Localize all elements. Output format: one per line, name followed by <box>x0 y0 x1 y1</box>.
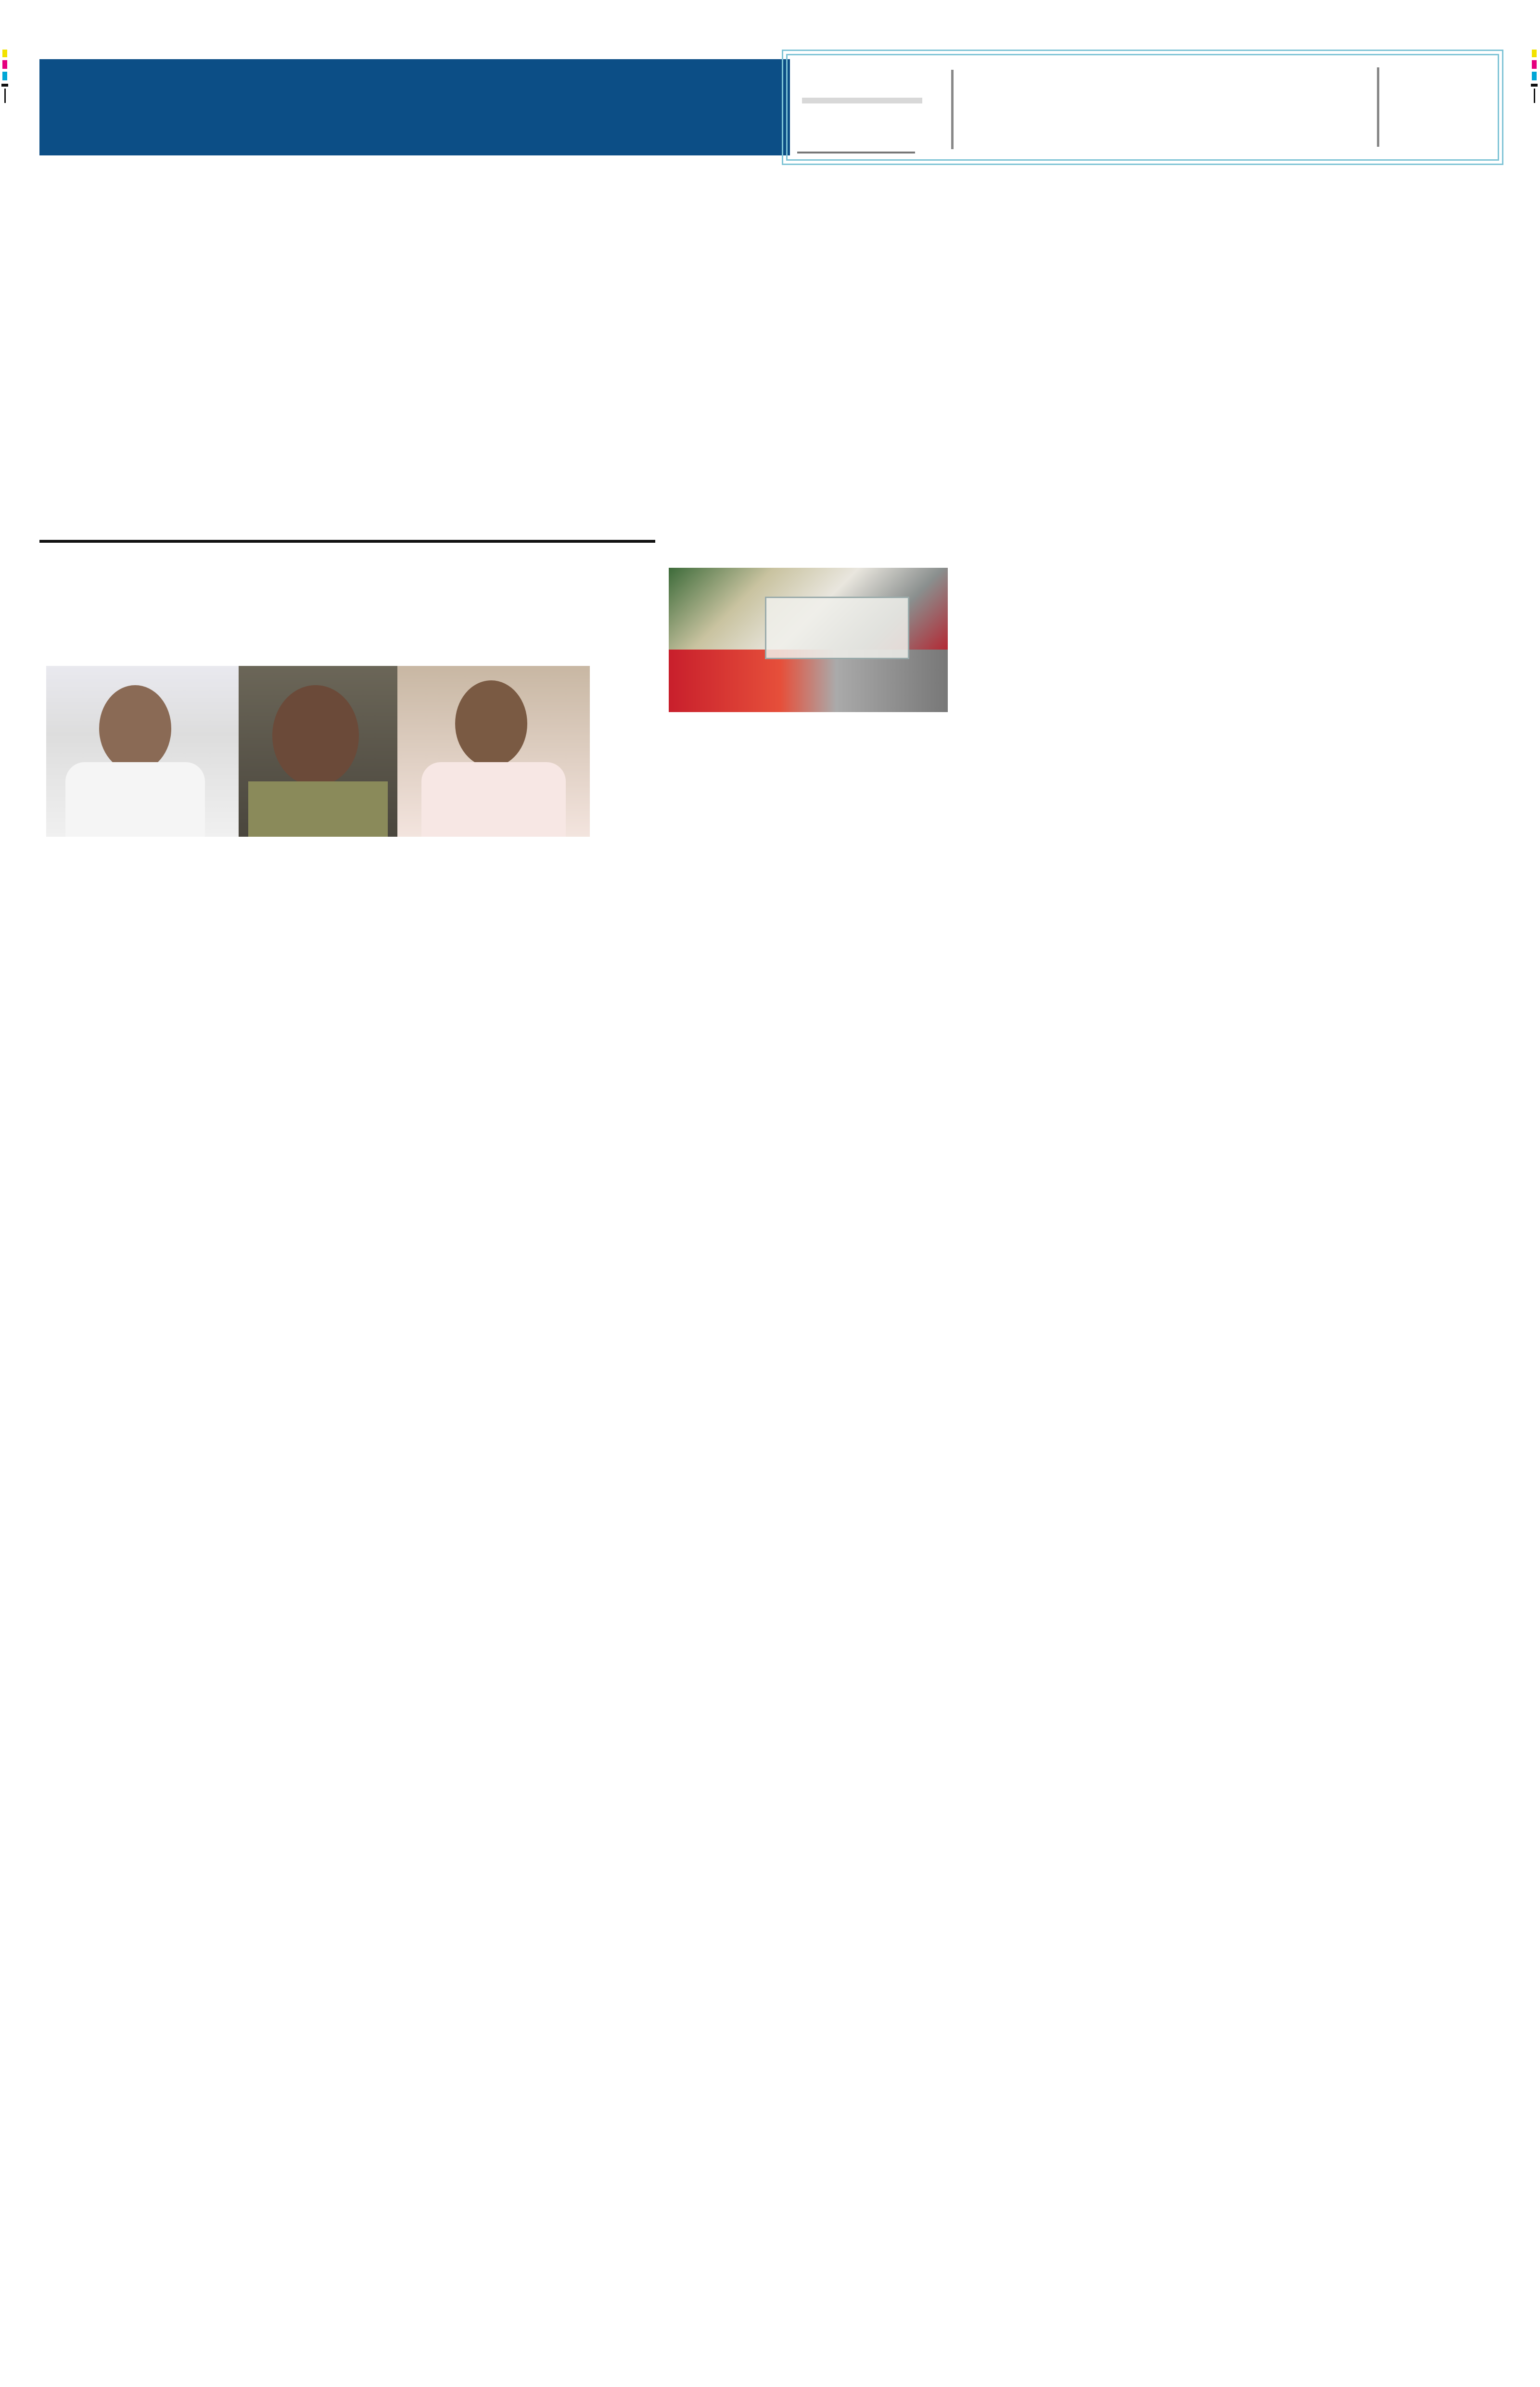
registration-mark-left <box>2 48 8 103</box>
masthead-divider <box>951 70 954 149</box>
photo-leader-left <box>46 666 239 837</box>
funeral-photo <box>669 568 948 712</box>
photo-leader-right <box>397 666 590 837</box>
photo-andesri <box>239 666 397 837</box>
date-underline <box>797 152 915 153</box>
glass-casket <box>765 597 909 659</box>
section-banner <box>39 59 790 155</box>
masthead <box>782 50 1503 165</box>
date-divider <box>802 98 922 103</box>
masthead-divider <box>1377 67 1379 147</box>
registration-mark-right <box>1531 48 1537 103</box>
section-rule <box>39 540 655 543</box>
